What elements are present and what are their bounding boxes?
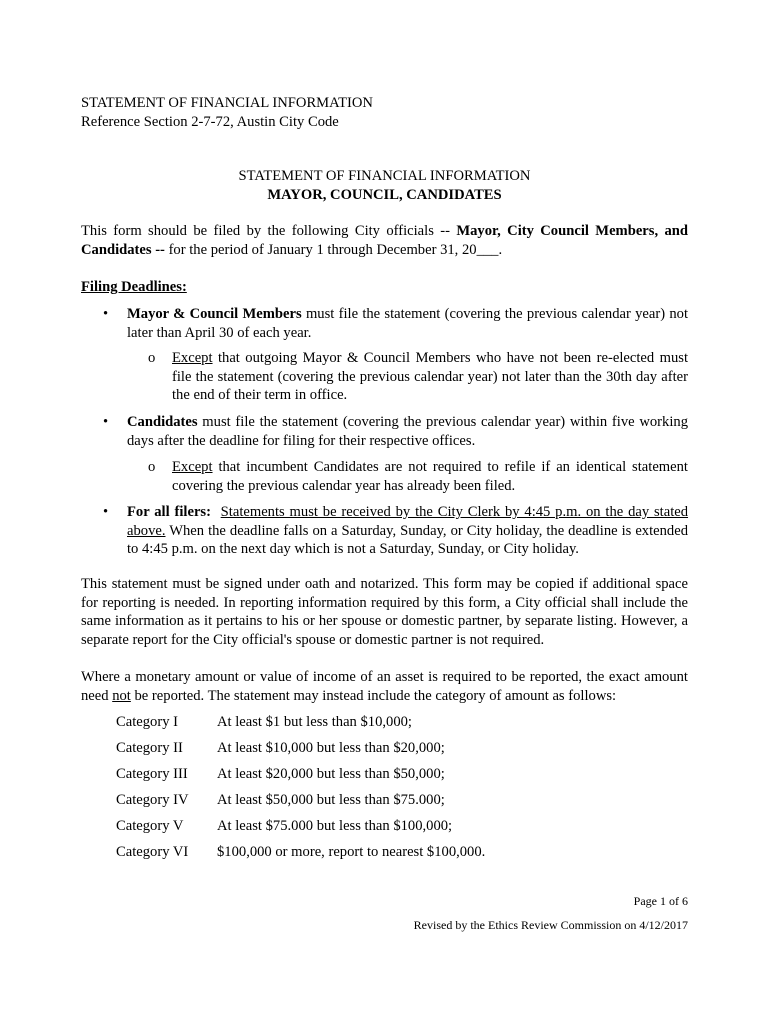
page-number: Page 1 of 6 <box>633 894 688 908</box>
mayor-exception-underlined: Except <box>172 350 213 366</box>
category-row <box>116 713 616 733</box>
all-filers-underlined: Statements must be received by the City Clerk by 4:45 p.m. on the day stated above. <box>127 504 689 539</box>
intro-bold-officials: Mayor, City Council Members, and Candidates -- <box>81 223 688 258</box>
candidates-exception-underlined: Except <box>172 459 213 475</box>
category-row <box>116 739 616 759</box>
bullet-dot-icon: • <box>103 306 109 322</box>
bullet-mayor-council <box>81 305 688 342</box>
header-reference: Reference Section 2-7-72, Austin City Code <box>81 114 339 130</box>
intro-text-1: This form should be filed by the following City officials -- <box>81 223 457 239</box>
category-name: Category III <box>116 766 188 782</box>
category-description: At least $1 but less than $10,000; <box>217 714 412 730</box>
bullet-candidates <box>81 413 688 450</box>
all-filers-bold: For all filers: <box>127 504 211 520</box>
bullet-dot-icon: • <box>103 414 109 430</box>
intro-text-2: for the period of January 1 through December 31, 20___. <box>164 241 503 258</box>
amount-text-2: be reported. The statement may instead include the category of amount as follows: <box>130 687 617 704</box>
category-description: At least $10,000 but less than $20,000; <box>217 740 445 756</box>
bullet-dot-icon: • <box>103 504 109 520</box>
bullet-all-filers <box>81 503 688 559</box>
all-filers-text: When the deadline falls on a Saturday, Sunday, or City holiday, the deadline is extended to 4:45 p.m. on the next day which is not a Saturday, Sunday, or City holiday. <box>127 522 688 557</box>
intro-paragraph <box>81 222 688 259</box>
category-name: Category VI <box>116 844 189 860</box>
sub-bullet-mayor-exception <box>81 349 688 405</box>
category-row <box>116 843 616 863</box>
circle-bullet-icon: o <box>148 350 156 366</box>
candidates-bold: Candidates <box>127 414 198 430</box>
category-description: At least $75.000 but less than $100,000; <box>217 818 453 834</box>
mayor-bold: Mayor & Council Members <box>127 306 302 322</box>
category-row <box>116 765 616 785</box>
candidates-text: must file the statement (covering the previous calendar year) within five working days after the deadline for filing for their respective offices. <box>127 414 688 449</box>
mayor-text: must file the statement (covering the previous calendar year) not later than April 30 of each year. <box>127 306 689 341</box>
category-description: At least $20,000 but less than $50,000; <box>217 766 445 782</box>
category-description: $100,000 or more, report to nearest $100,000. <box>217 844 486 860</box>
category-row <box>116 817 616 837</box>
category-description: At least $50,000 but less than $75.000; <box>217 792 445 808</box>
sub-bullet-candidates-exception <box>81 458 688 495</box>
mayor-exception-text: that outgoing Mayor & Council Members who have not been re-elected must file the statement (covering the previous calendar year) not later than the 30th day after the end of their term in office. <box>172 350 688 403</box>
candidates-exception-text: that incumbent Candidates are not required to refile if an identical statement covering the previous calendar year has already been filed. <box>172 459 688 494</box>
circle-bullet-icon: o <box>148 459 156 475</box>
category-row <box>116 791 616 811</box>
form-title-line1: STATEMENT OF FINANCIAL INFORMATION <box>238 168 531 184</box>
category-name: Category I <box>116 714 179 730</box>
category-name: Category IV <box>116 792 189 808</box>
filing-deadlines-heading: Filing Deadlines: <box>81 279 187 295</box>
amount-text-1: Where a monetary amount or value of income of an asset is required to be reported, the exact amount need <box>81 669 688 704</box>
amount-not-underlined: not <box>112 687 131 704</box>
header-title: STATEMENT OF FINANCIAL INFORMATION <box>81 95 373 111</box>
revision-note: Revised by the Ethics Review Commission on 4/12/2017 <box>413 918 688 932</box>
amount-paragraph <box>81 668 688 705</box>
oath-paragraph: This statement must be signed under oath and notarized. This form may be copied if additional space for reporting is needed. In reporting information required by this form, a City official shall include the same information as it pertains to his or her spouse or domestic partner, by separate listing. However, a separate report for the City official's spouse or domestic partner is not required. <box>81 576 688 648</box>
form-title-line2: MAYOR, COUNCIL, CANDIDATES <box>267 187 502 203</box>
category-name: Category II <box>116 740 183 756</box>
category-name: Category V <box>116 818 184 834</box>
